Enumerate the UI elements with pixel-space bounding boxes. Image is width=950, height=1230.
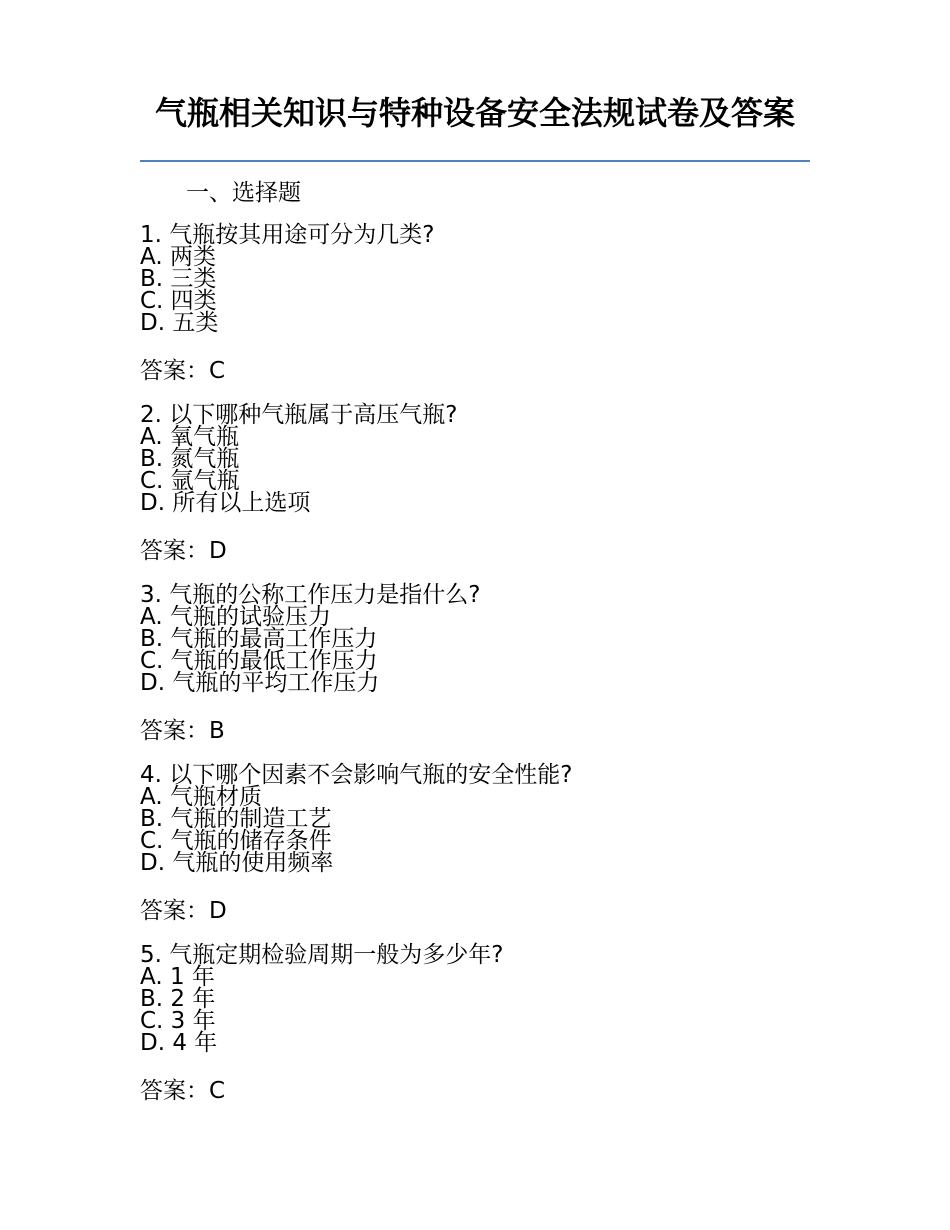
option-a: A. 气瓶材质 [140,784,262,810]
question-3 [140,584,810,746]
option-a: A. 氧气瓶 [140,424,239,450]
option-c: C. 3 年 [140,1008,216,1034]
question-answer: 答案：D [140,538,227,564]
option-d: D. 所有以上选项 [140,490,311,516]
question-4 [140,764,810,926]
option-b: B. 2 年 [140,986,216,1012]
question-list [140,224,810,1124]
option-a: A. 气瓶的试验压力 [140,604,331,630]
option-d: D. 五类 [140,310,219,336]
question-stem: 5. 气瓶定期检验周期一般为多少年? [140,942,504,968]
question-1 [140,224,810,386]
question-answer: 答案：B [140,718,225,744]
question-stem: 1. 气瓶按其用途可分为几类? [140,222,435,248]
option-c: C. 氩气瓶 [140,468,240,494]
question-answer: 答案：C [140,358,226,384]
question-stem: 2. 以下哪种气瓶属于高压气瓶? [140,402,458,428]
option-b: B. 三类 [140,266,217,292]
option-d: D. 4 年 [140,1030,218,1056]
section-heading: 一、选择题 [186,180,301,206]
document-title: 气瓶相关知识与特种设备安全法规试卷及答案 [154,94,795,132]
option-c: C. 气瓶的储存条件 [140,828,332,854]
option-c: C. 四类 [140,288,217,314]
question-answer: 答案：D [140,898,227,924]
option-b: B. 气瓶的制造工艺 [140,806,332,832]
question-stem: 4. 以下哪个因素不会影响气瓶的安全性能? [140,762,573,788]
option-a: A. 1 年 [140,964,215,990]
option-a: A. 两类 [140,244,216,270]
option-b: B. 气瓶的最高工作压力 [140,626,378,652]
option-c: C. 气瓶的最低工作压力 [140,648,378,674]
question-answer: 答案：C [140,1078,226,1104]
question-5 [140,944,810,1106]
option-b: B. 氮气瓶 [140,446,240,472]
question-2 [140,404,810,566]
option-d: D. 气瓶的使用频率 [140,850,334,876]
title-divider [140,160,810,162]
question-stem: 3. 气瓶的公称工作压力是指什么? [140,582,481,608]
option-d: D. 气瓶的平均工作压力 [140,670,380,696]
